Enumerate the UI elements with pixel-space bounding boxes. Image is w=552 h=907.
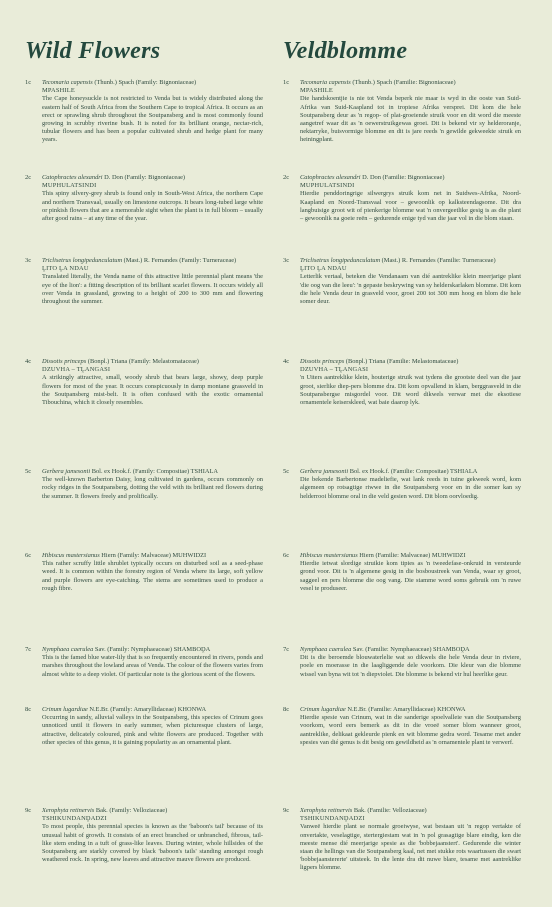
species-title bbox=[42, 79, 263, 87]
description: Letterlik vertaal, beteken die Vendanaam van dié aantreklike klein meerjarige plant 'die oog van die leeu': 'n gepaste beskrywing van sy helderskarlaken blomme. Dit kom die hele Venda deur in grasveld voor, groei 200 tot 300 mm hoog en blom die hele somer deur. bbox=[300, 273, 521, 306]
latin-name: Tecomaria capensis bbox=[42, 79, 93, 86]
plate-number: 3c bbox=[25, 257, 32, 264]
venda-name: MUPHULATSINDI bbox=[42, 182, 97, 190]
latin-name: Nymphaea caerulea bbox=[42, 646, 94, 653]
species-title bbox=[300, 807, 521, 815]
plate-number: 1c bbox=[25, 79, 32, 86]
flower-entry bbox=[283, 706, 521, 807]
latin-name: Triclisetrus longipedunculatum bbox=[42, 257, 123, 264]
family-info: D. Don (Familie: Bignoniaceae) bbox=[360, 174, 445, 181]
flower-entry bbox=[283, 174, 521, 257]
latin-name: Hibiscus mastersianus bbox=[300, 552, 358, 559]
family-info: (Thunb.) Spach (Family: Bignoniaceae) bbox=[92, 79, 197, 86]
flower-entry bbox=[25, 79, 263, 174]
description: This rather scruffy little shrublet typically occurs on disturbed soil as a seed-phase weed. It is common within the forestry region of Venda where its large, soft yellow and purple flowers are eye-catching. The stems are sometimes used to produce a rough fibre. bbox=[42, 560, 263, 592]
family-info: (Mast.) R. Fernandes (Familie: Turneraceae) bbox=[380, 257, 496, 264]
species-title bbox=[300, 706, 521, 714]
flower-entry bbox=[283, 468, 521, 552]
family-info: (Bonpl.) Triana (Family: Melastomataceae) bbox=[86, 358, 199, 365]
english-entries bbox=[25, 79, 263, 907]
plate-number: 9c bbox=[283, 807, 290, 814]
family-info: (Thunb.) Spach (Familie: Bignoniaceae) bbox=[350, 79, 456, 86]
plate-number: 2c bbox=[25, 174, 32, 181]
description: To most people, this perennial species is known as the 'baboon's tail' because of its unusual habit of growth. It consists of an erect branched or unbranched, fibrous, tail-like stem ending in a tuft of grass-like leaves. During winter, whole hillsides of the Soutpansberg are starkly covered by black 'baboon's tails' standing amongst rough weathered rock. In spring, new leaves and attractive mauve flowers are produced. bbox=[42, 823, 263, 864]
family-info: Sav. (Family: Nymphaeaceae) SHAMBOḒA bbox=[93, 646, 211, 653]
venda-name: MPASHILE bbox=[300, 87, 333, 95]
species-title bbox=[300, 79, 521, 87]
plate-number: 7c bbox=[283, 646, 290, 653]
flower-entry bbox=[25, 807, 263, 907]
species-title bbox=[42, 257, 263, 265]
family-info: Bol. ex Hook.f. (Familie: Compositae) TSHIALA bbox=[348, 468, 478, 475]
species-title bbox=[300, 552, 521, 560]
plate-number: 4c bbox=[25, 358, 32, 365]
description: Occurring in sandy, alluvial valleys in the Soutpansberg, this species of Crinum goes unnoticed until it flowers in early summer, when picturesque clusters of large, attractive, delicately coloured, pink and white flowers are produced. Together with other species of this genus, it is gaining popularity as an ornamental plant. bbox=[42, 714, 263, 746]
english-heading: Wild Flowers bbox=[25, 38, 161, 64]
flower-entry bbox=[25, 552, 263, 646]
family-info: Bak. (Family: Velloziaceae) bbox=[94, 807, 168, 814]
flower-entry bbox=[25, 706, 263, 807]
venda-name: DZUVHA – TḼANGASI bbox=[42, 366, 111, 374]
venda-name: DZUVHA – TḼANGASI bbox=[300, 366, 369, 374]
plate-number: 6c bbox=[25, 552, 32, 559]
description: The Cape honeysuckle is not restricted to Venda but is widely distributed along the eastern half of South Africa from the Southern Cape to tropical Africa. It occurs as an erect or sprawling shrub throughout the Soutpansberg and is most commonly found growing in scrubby riverine bush. It is noted for its brilliant orange, nectar-rich, tubular flowers and has been a popular cultivated shrub and hedge plant for many years. bbox=[42, 95, 263, 144]
description: A strikingly attractive, small, woody shrub that bears large, showy, deep purple flowers for most of the year. It occurs conspicuously in damp montane grassveld in the Soutpansberg mist-belt. It is often confused with the exotic ornamental Tibouchina, which it closely resembles. bbox=[42, 374, 263, 407]
latin-name: Triclisetrus longipedunculatum bbox=[300, 257, 381, 264]
plate-number: 6c bbox=[283, 552, 290, 559]
description: Die bekende Barbertonse madeliefie, wat lank reeds in tuine gekweek word, kom algemeen op rotsagtige riwwe in die Soutpansberg voor en in die somer kan sy helderrooi blomme oral in die veld gesien word. Dit blom oorvloedig. bbox=[300, 476, 521, 500]
latin-name: Tecomaria capensis bbox=[300, 79, 351, 86]
plate-number: 2c bbox=[283, 174, 290, 181]
flower-entry bbox=[283, 552, 521, 646]
family-info: (Bonpl.) Triana (Familie: Melastomataceae) bbox=[344, 358, 459, 365]
venda-name: MUPHULATSINDI bbox=[300, 182, 355, 190]
venda-name: ḼITO ḼA NDAU bbox=[42, 265, 89, 273]
species-title bbox=[300, 468, 521, 476]
plate-number: 7c bbox=[25, 646, 32, 653]
description: 'n Uiters aantreklike klein, houterige struik wat tydens die grootste deel van die jaar groot, sierlike diep-pers blomme dra. Dit kom opvallend in klam, berggrasveld in die Soutpansbergse misgordel voor. Dit word dikwels verwar met die eksotiese ornamentele keiserskleed, wat baie daarop lyk. bbox=[300, 374, 521, 407]
flower-entry bbox=[283, 257, 521, 358]
species-title bbox=[42, 468, 263, 476]
species-title bbox=[42, 174, 263, 182]
family-info: Bak. (Familie: Velloziaceae) bbox=[352, 807, 427, 814]
latin-name: Dissotis princeps bbox=[300, 358, 345, 365]
family-info: D. Don (Family: Bignoniaceae) bbox=[102, 174, 186, 181]
species-title bbox=[300, 257, 521, 265]
plate-number: 8c bbox=[283, 706, 290, 713]
latin-name: Catophractes alexandri bbox=[42, 174, 103, 181]
venda-name: MPASHILE bbox=[42, 87, 75, 95]
family-info: (Mast.) R. Fernandes (Family: Turneraceae) bbox=[122, 257, 237, 264]
plate-number: 8c bbox=[25, 706, 32, 713]
latin-name: Dissotis princeps bbox=[42, 358, 87, 365]
latin-name: Gerbera jamesonii bbox=[300, 468, 349, 475]
species-title bbox=[42, 646, 263, 654]
flower-entry bbox=[25, 257, 263, 358]
latin-name: Crinum lugardiae bbox=[42, 706, 88, 713]
flower-entry bbox=[283, 646, 521, 706]
venda-name: ḼITO ḼA NDAU bbox=[300, 265, 347, 273]
family-info: Bol. ex Hook.f. (Family: Compositae) TSHIALA bbox=[90, 468, 218, 475]
afrikaans-heading: Veldblomme bbox=[283, 38, 408, 64]
plate-number: 1c bbox=[283, 79, 290, 86]
plate-number: 9c bbox=[25, 807, 32, 814]
plate-number: 5c bbox=[283, 468, 290, 475]
latin-name: Hibiscus mastersianus bbox=[42, 552, 100, 559]
description: This is the famed blue water-lily that is so frequently encountered in rivers, ponds and marshes throughout the lowland areas of Venda. The colour of the flowers varies from almost white to a deep violet. Of particular note is the glorious scent of the flowers. bbox=[42, 654, 263, 678]
flower-entry bbox=[25, 174, 263, 257]
species-title bbox=[300, 646, 521, 654]
flower-entry bbox=[283, 79, 521, 174]
flower-entry bbox=[25, 358, 263, 468]
flower-entry bbox=[25, 468, 263, 552]
species-title bbox=[42, 807, 263, 815]
latin-name: Catophractes alexandri bbox=[300, 174, 361, 181]
flower-entry bbox=[25, 646, 263, 706]
plate-number: 5c bbox=[25, 468, 32, 475]
family-info: N.E.Br. (Family: Amaryllidaceae) KHONWA bbox=[87, 706, 207, 713]
species-title bbox=[42, 358, 263, 366]
latin-name: Xerophyta retinervis bbox=[42, 807, 95, 814]
flower-entry bbox=[283, 807, 521, 907]
species-title bbox=[42, 706, 263, 714]
description: This spiny silvery-grey shrub is found only in South-West Africa, the northern Cape and northern Transvaal, usually on limestone outcrops. It bears long-tubed large white or pinkish flowers that are a memorable sight when the plant is in full bloom – usually after good rains – at any time of the year. bbox=[42, 190, 263, 223]
latin-name: Nymphaea caerulea bbox=[300, 646, 352, 653]
family-info: N.E.Br. (Familie: Amaryllidaceae) KHONWA bbox=[345, 706, 466, 713]
venda-name: TSHIKUNDANḒADZI bbox=[42, 815, 107, 823]
species-title bbox=[300, 174, 521, 182]
description: Hierdie spesie van Crinum, wat in die sanderige spoelvalleie van die Soutpansberg voorkom, word eers bemerk as dit in die vroeë somer blom wanneer groot, aantreklike, delikaat gekleurde pienk en wit blomme gedra word. Tesame met ander spesies van dié genus is dit besig om gewildheid as 'n ornamentele plant te verwerf. bbox=[300, 714, 521, 746]
description: Die handskoentjie is nie tot Venda beperk nie maar is wyd in die ooste van Suid-Afrika van Suid-Kaapland tot in tropiese Afrika versprei. Dit kom die hele Soutpansberg deur as 'n regop- of plat-groeiende struik voor en dit word die meeste aangetref waar dit as 'n oewerstruikgewas groei. Dit is bekend vir sy helderoranje, nektarryke, buisvormige blomme en dit is jare reeds 'n gewilde gekweekte struik en heiningplant. bbox=[300, 95, 521, 144]
species-title bbox=[42, 552, 263, 560]
latin-name: Xerophyta retinervis bbox=[300, 807, 353, 814]
flower-entry bbox=[283, 358, 521, 468]
description: Vanweë hierdie plant se normale groeiwyse, wat bestaan uit 'n regop vertakte of onvertakte, veselagtige, stertergiestam wat in 'n pol grasagtige blare eindig, ken die meeste mense dié meerjarige spesie as die 'bobbejaanstert'. Gedurende die winter staan die hellings van die Soutpansberg kaal, net met stukke rots waartussen die swart 'bobbejaanstererte' uitsteek. In die lente dra dit nuwe blare, tesame met aantreklike ligpers blomme. bbox=[300, 823, 521, 872]
species-title bbox=[300, 358, 521, 366]
description: Hierdie ietwat slordige struikie kom tipies as 'n tweedefase-onkruid in versteurde grond voor. Dit is 'n algemene gesig in die bosboustreek van Venda, waar sy groot, saggeel en pers blomme die oog vang. Die stamme word soms gebruik om 'n ruwe vesel te produseer. bbox=[300, 560, 521, 592]
plate-number: 4c bbox=[283, 358, 290, 365]
venda-name: TSHIKUNDANḒADZI bbox=[300, 815, 365, 823]
family-info: Hiern (Family: Malvaceae) MUHWIDZI bbox=[99, 552, 207, 559]
afrikaans-entries bbox=[283, 79, 521, 907]
plate-number: 3c bbox=[283, 257, 290, 264]
latin-name: Gerbera jamesonii bbox=[42, 468, 91, 475]
latin-name: Crinum lugardiae bbox=[300, 706, 346, 713]
family-info: Sav. (Familie: Nymphaeaceae) SHAMBOḒA bbox=[351, 646, 470, 653]
description: Translated literally, the Venda name of this attractive little perennial plant means 'the eye of the lion': a fitting description of its brilliant scarlet flowers. It occurs widely all over Venda in grassland, growing to a height of 200 to 300 mm and flowering throughout the summer. bbox=[42, 273, 263, 306]
family-info: Hiern (Familie: Malvaceae) MUHWIDZI bbox=[357, 552, 466, 559]
description: Dit is die beroemde blouwaterlelie wat so dikwels die hele Venda deur in riviere, poele en moerasse in die laagliggende dele voorkom. Die kleur van die blomme wissel van byna wit tot 'n diepviolet. Die blomme is bekend vir hul heerlike geur. bbox=[300, 654, 521, 678]
description: The well-known Barberton Daisy, long cultivated in gardens, occurs commonly on rocky ridges in the Soutpansberg, dotting the veld with its brilliant red flowers during the summer. It flowers freely and prolifically. bbox=[42, 476, 263, 500]
description: Hierdie penddoringrige silwergrys struik kom net in Suidwes-Afrika, Noord-Kaapland en Noord-Transvaal voor – gewoonlik op kalksteendagsome. Dit dra langbuisige groot wit of pienkerige blomme wat 'n onvergeetlike gesig is as die plant – gewoonlik na goeie reën – gedurende enige tyd van die jaar vol in die blom staan. bbox=[300, 190, 521, 223]
